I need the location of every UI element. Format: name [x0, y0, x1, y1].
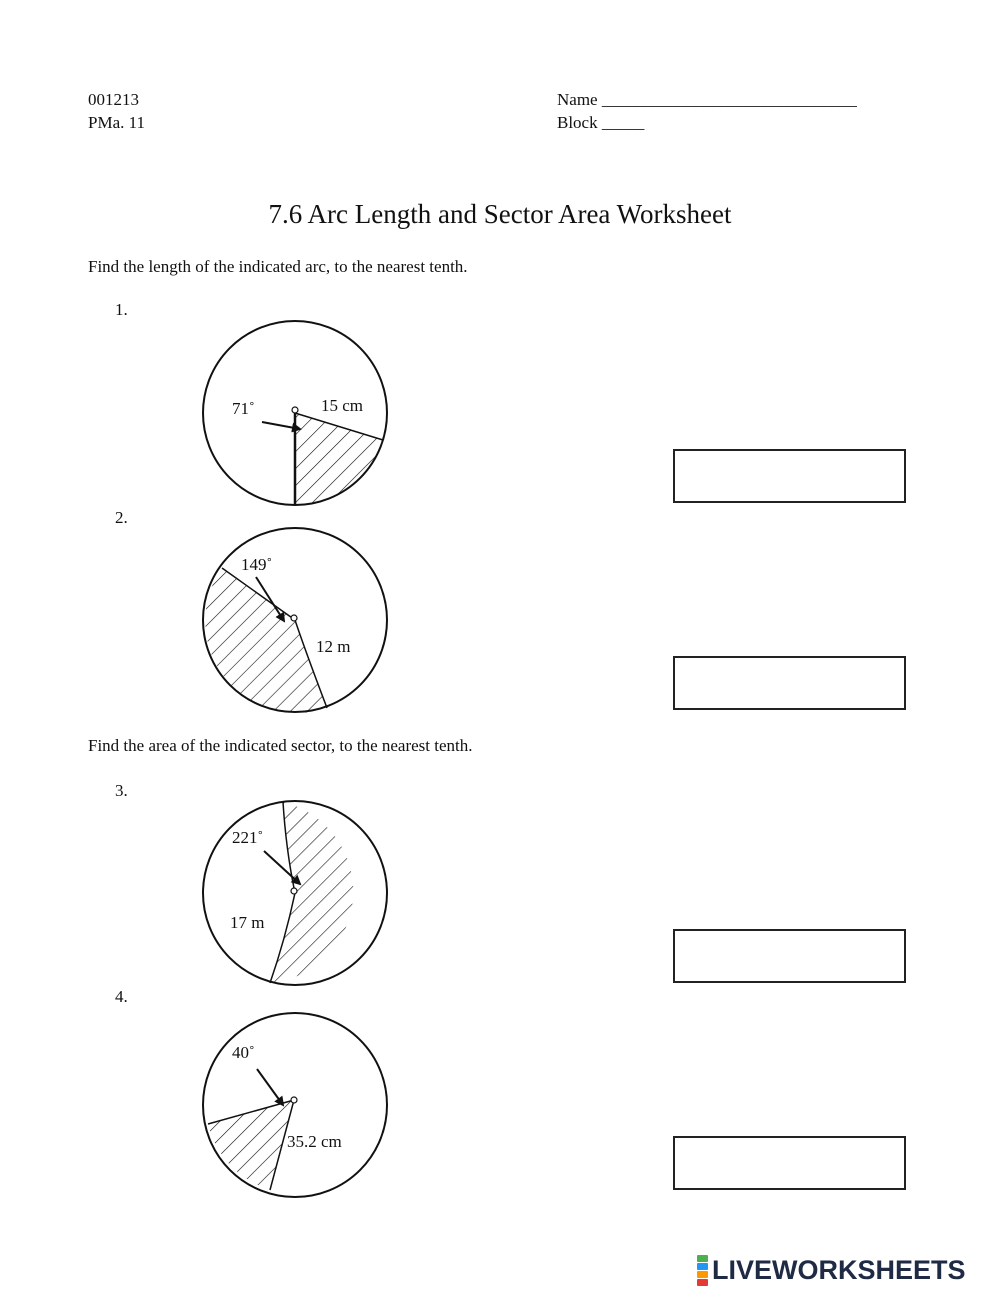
radius-label: 17 m: [230, 913, 265, 932]
problem-number: 2.: [115, 508, 128, 527]
answer-box-3[interactable]: [673, 929, 906, 983]
answer-box-4[interactable]: [673, 1136, 906, 1190]
angle-label: 40˚: [232, 1043, 255, 1062]
shaded-sector: [205, 568, 327, 713]
logo-icon: [697, 1255, 708, 1286]
liveworksheets-logo: [697, 1254, 966, 1286]
radius-label: 12 m: [316, 637, 351, 656]
radius-label: 15 cm: [321, 396, 364, 415]
block-field-label: Block _____: [557, 113, 645, 132]
logo-text: LIVEWORKSHEETS: [712, 1254, 966, 1285]
problem-number: 4.: [115, 987, 128, 1006]
name-field-label: Name ______________________________: [557, 90, 857, 109]
shaded-sector: [208, 1100, 294, 1190]
problem-3-circle-diagram: [180, 795, 420, 995]
problem-number: 1.: [115, 300, 128, 319]
problem-4-circle-diagram: [180, 1000, 420, 1205]
sector-area-instruction: Find the area of the indicated sector, to the nearest tenth.: [88, 736, 473, 755]
angle-label: 149˚: [241, 555, 273, 574]
problem-1-circle-diagram: [180, 300, 420, 520]
problem-2-circle-diagram: [180, 520, 420, 730]
worksheet-code: 001213: [88, 90, 139, 109]
angle-label: 221˚: [232, 828, 264, 847]
arc-length-instruction: Find the length of the indicated arc, to the nearest tenth.: [88, 257, 468, 276]
page-title: 7.6 Arc Length and Sector Area Worksheet: [268, 199, 732, 229]
answer-box-1[interactable]: [673, 449, 906, 503]
radius-label: 35.2 cm: [287, 1132, 342, 1151]
shaded-sector: [270, 802, 353, 983]
answer-box-2[interactable]: [673, 656, 906, 710]
angle-label: 71˚: [232, 399, 255, 418]
course-code: PMa. 11: [88, 113, 145, 132]
problem-number: 3.: [115, 781, 128, 800]
